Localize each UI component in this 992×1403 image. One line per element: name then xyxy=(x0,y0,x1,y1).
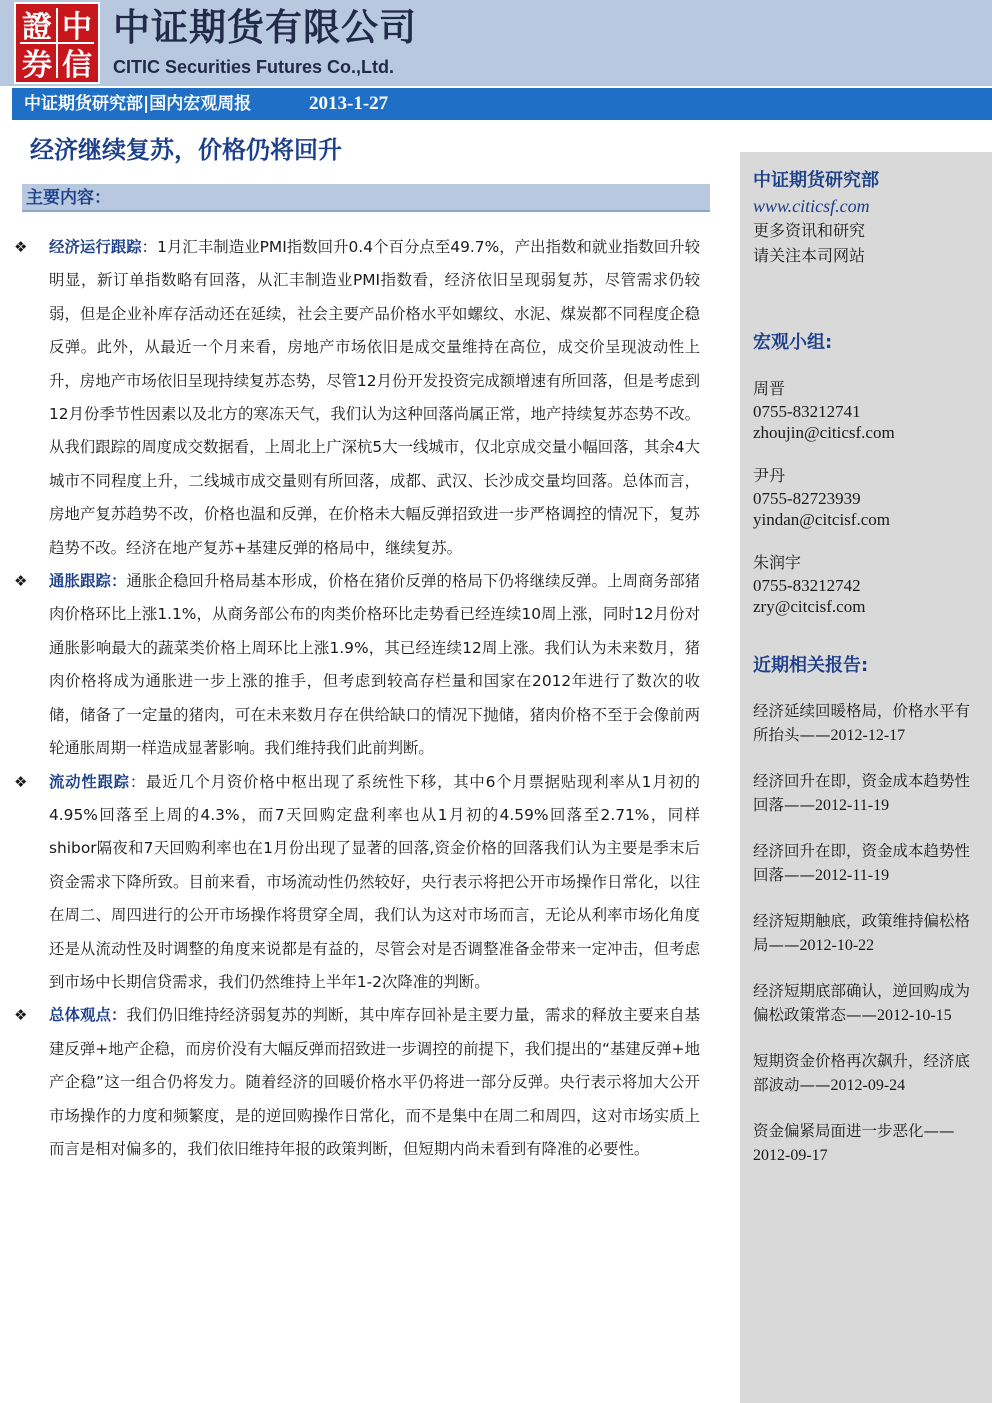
related-report-line2: 偏松政策常态—— xyxy=(753,1006,878,1024)
item-paragraph xyxy=(49,766,700,1000)
related-report-link[interactable] xyxy=(753,699,992,748)
sidebar-more-line2: 请关注本司网站 xyxy=(753,246,866,265)
sidebar-more-line1: 更多资讯和研究 xyxy=(753,221,866,240)
logo-char-2: 中 xyxy=(62,10,92,45)
citic-logo xyxy=(14,2,100,84)
diamond-bullet-icon: ❖ xyxy=(14,772,28,791)
related-report-line1: 经济回升在即，资金成本趋势性 xyxy=(753,772,971,790)
related-report-date: 2012-10-15 xyxy=(877,1007,952,1024)
page-title: 经济继续复苏，价格仍将回升 xyxy=(30,136,342,164)
related-report-line1: 经济回升在即，资金成本趋势性 xyxy=(753,842,971,860)
contact-card xyxy=(753,550,992,617)
related-report-date: 2012-10-22 xyxy=(799,937,875,954)
summary-heading-bar xyxy=(22,184,710,212)
related-report-date: 2012-09-24 xyxy=(830,1077,906,1094)
content-item xyxy=(0,766,740,1000)
contact-phone: 0755-82723939 xyxy=(753,489,861,508)
logo-char-4: 信 xyxy=(62,48,92,82)
related-report-link[interactable] xyxy=(753,909,992,958)
contact-card xyxy=(753,376,992,443)
related-report-line1: 经济短期底部确认，逆回购成为 xyxy=(753,982,971,1000)
item-body: ：最近几个月资价格中枢出现了系统性下移，其中6个月票据贴现利率从1月初的4.95%回落至上周的4.3%，而7天回购定盘利率也从1月初的4.59%回落至2.71%，同样shibor隔夜和7天回购利率也在1月份出现了显著的回落,资金价格的回落我们认为主要是季末后资金需求下降所致。目前来看，市场流动性仍然较好，央行表示将把公开市场操作日常化，以往在周二、周四进行的公开市场操作将贯穿全周，我们认为这对市场而言，无论从利率市场化角度还是从流动性及时调整的角度来说都是有益的，尽管会对是否调整准备金带来一定冲击，但考虑到市场中长期信贷需求，我们仍然维持上半年1-2次降准的判断。 xyxy=(49,772,700,991)
contact-phone: 0755-83212741 xyxy=(753,402,861,421)
related-report-line2: 部波动—— xyxy=(753,1076,831,1094)
sidebar-dept-block xyxy=(753,168,992,268)
header-band xyxy=(0,0,992,86)
related-report-link[interactable] xyxy=(753,1119,992,1168)
sidebar-website-link[interactable]: www.citicsf.com xyxy=(753,196,870,216)
related-report-link[interactable] xyxy=(753,979,992,1028)
item-paragraph xyxy=(49,565,700,765)
report-date: 2013-1-27 xyxy=(309,93,389,114)
related-report-link[interactable] xyxy=(753,839,992,888)
related-report-line1: 短期资金价格再次飙升，经济底 xyxy=(753,1052,971,1070)
company-name-en: CITIC Securities Futures Co.,Ltd. xyxy=(113,57,395,77)
contact-name: 尹丹 xyxy=(753,466,786,485)
related-report-line2: 回落—— xyxy=(753,796,816,814)
sidebar-macro-block xyxy=(753,330,992,617)
logo-char-3: 券 xyxy=(22,48,52,82)
company-name-cn: 中证期货有限公司 xyxy=(113,6,417,49)
related-report-date: 2012-09-17 xyxy=(753,1147,828,1164)
related-report-line2: 局—— xyxy=(753,936,800,954)
related-report-line1: 资金偏紧局面进一步恶化—— xyxy=(753,1122,955,1140)
diamond-bullet-icon: ❖ xyxy=(14,238,28,256)
summary-heading: 主要内容： xyxy=(26,188,111,208)
item-label: 流动性跟踪 xyxy=(49,772,130,791)
related-report-line1: 经济短期触底，政策维持偏松格 xyxy=(753,912,971,930)
related-reports-heading: 近期相关报告: xyxy=(753,655,869,676)
sidebar-related-block xyxy=(753,653,992,1189)
contact-email[interactable]: zhoujin@citicsf.com xyxy=(753,423,895,442)
item-label: 通胀跟踪： xyxy=(49,572,127,591)
contact-name: 朱润宇 xyxy=(753,553,802,572)
related-report-date: 2012-12-17 xyxy=(830,727,906,744)
macro-team-heading: 宏观小组: xyxy=(753,332,833,353)
related-report-link[interactable] xyxy=(753,769,992,818)
contact-email[interactable]: zry@citcisf.com xyxy=(753,597,866,616)
contact-phone: 0755-83212742 xyxy=(753,576,861,595)
related-report-line2: 所抬头—— xyxy=(753,726,831,744)
content-item xyxy=(0,999,740,1166)
report-title-bar xyxy=(12,88,992,120)
related-report-line1: 经济延续回暖格局，价格水平有 xyxy=(753,702,971,720)
related-report-link[interactable] xyxy=(753,1049,992,1098)
contact-card xyxy=(753,463,992,530)
item-body: 通胀企稳回升格局基本形成，价格在猪价反弹的格局下仍将继续反弹。上周商务部猪肉价格环比上涨1.1%，从商务部公布的肉类价格环比走势看已经连续10周上涨，同时12月份对通胀影响最大的蔬菜类价格上周环比上涨1.9%，其已经连续12周上涨。我们认为未来数月，猪肉价格将成为通胀进一步上涨的推手，但考虑到较高存栏量和国家在2012年进行了数次的收储，储备了一定量的猪肉，可在未来数月存在供给缺口的情况下抛储，猪肉价格不至于会像前两轮通胀周期一样造成显著影响。我们维持我们此前判断。 xyxy=(49,572,700,758)
related-report-date: 2012-11-19 xyxy=(815,867,890,884)
contact-name: 周晋 xyxy=(753,379,786,398)
diamond-bullet-icon: ❖ xyxy=(14,1006,28,1025)
content-item xyxy=(0,231,740,565)
related-report-date: 2012-11-19 xyxy=(815,797,890,814)
item-label: 经济运行跟踪 xyxy=(49,238,142,256)
content-item xyxy=(0,565,740,765)
item-body: 我们仍旧维持经济弱复苏的判断，其中库存回补是主要力量，需求的释放主要来自基建反弹+地产企稳，而房价没有大幅反弹而招致进一步调控的前提下，我们提出的“基建反弹+地产企稳”这一组合仍将发力。随着经济的回暖价格水平仍将进一部分反弹。央行表示将加大公开市场操作的力度和频繁度，是的逆回购操作日常化，而不是集中在周二和周四，这对市场实质上而言是相对偏多的，我们依旧维持年报的政策判断，但短期内尚未看到有降准的必要性。 xyxy=(49,1006,700,1158)
item-paragraph xyxy=(49,231,700,565)
diamond-bullet-icon: ❖ xyxy=(14,572,28,591)
contact-email[interactable]: yindan@citcisf.com xyxy=(753,510,890,529)
item-label: 总体观点： xyxy=(49,1006,127,1025)
logo-char-1: 證 xyxy=(22,10,52,45)
item-body: ：1月汇丰制造业PMI指数回升0.4个百分点至49.7%，产出指数和就业指数回升较明显，新订单指数略有回落，从汇丰制造业PMI指数看，经济依旧呈现弱复苏，尽管需求仍较弱，但是企业补库存活动还在延续，社会主要产品价格水平如螺纹、水泥、煤炭都不同程度企稳反弹。此外，从最近一个月来看，房地产市场依旧是成交量维持在高位，成交价呈现波动性上升，房地产市场依旧呈现持续复苏态势，尽管12月份开发投资完成额增速有所回落，但是考虑到12月份季节性因素以及北方的寒冻天气，我们认为这种回落尚属正常，地产持续复苏态势不改。从我们跟踪的周度成交数据看，上周北上广深杭5大一线城市，仅北京成交量小幅回落，其余4大城市不同程度上升，二线城市成交量则有所回落，成都、武汉、长沙成交量均回落。总体而言，房地产复苏趋势不改，价格也温和反弹，在价格未大幅反弹招致进一步严格调控的情况下，复苏趋势不改。经济在地产复苏+基建反弹的格局中，继续复苏。 xyxy=(49,238,700,557)
related-report-line2: 回落—— xyxy=(753,866,816,884)
sidebar-dept-name: 中证期货研究部 xyxy=(753,170,879,191)
item-paragraph xyxy=(49,999,700,1166)
content-items xyxy=(0,231,740,1166)
report-series-title: 中证期货研究部|国内宏观周报 xyxy=(24,94,252,114)
